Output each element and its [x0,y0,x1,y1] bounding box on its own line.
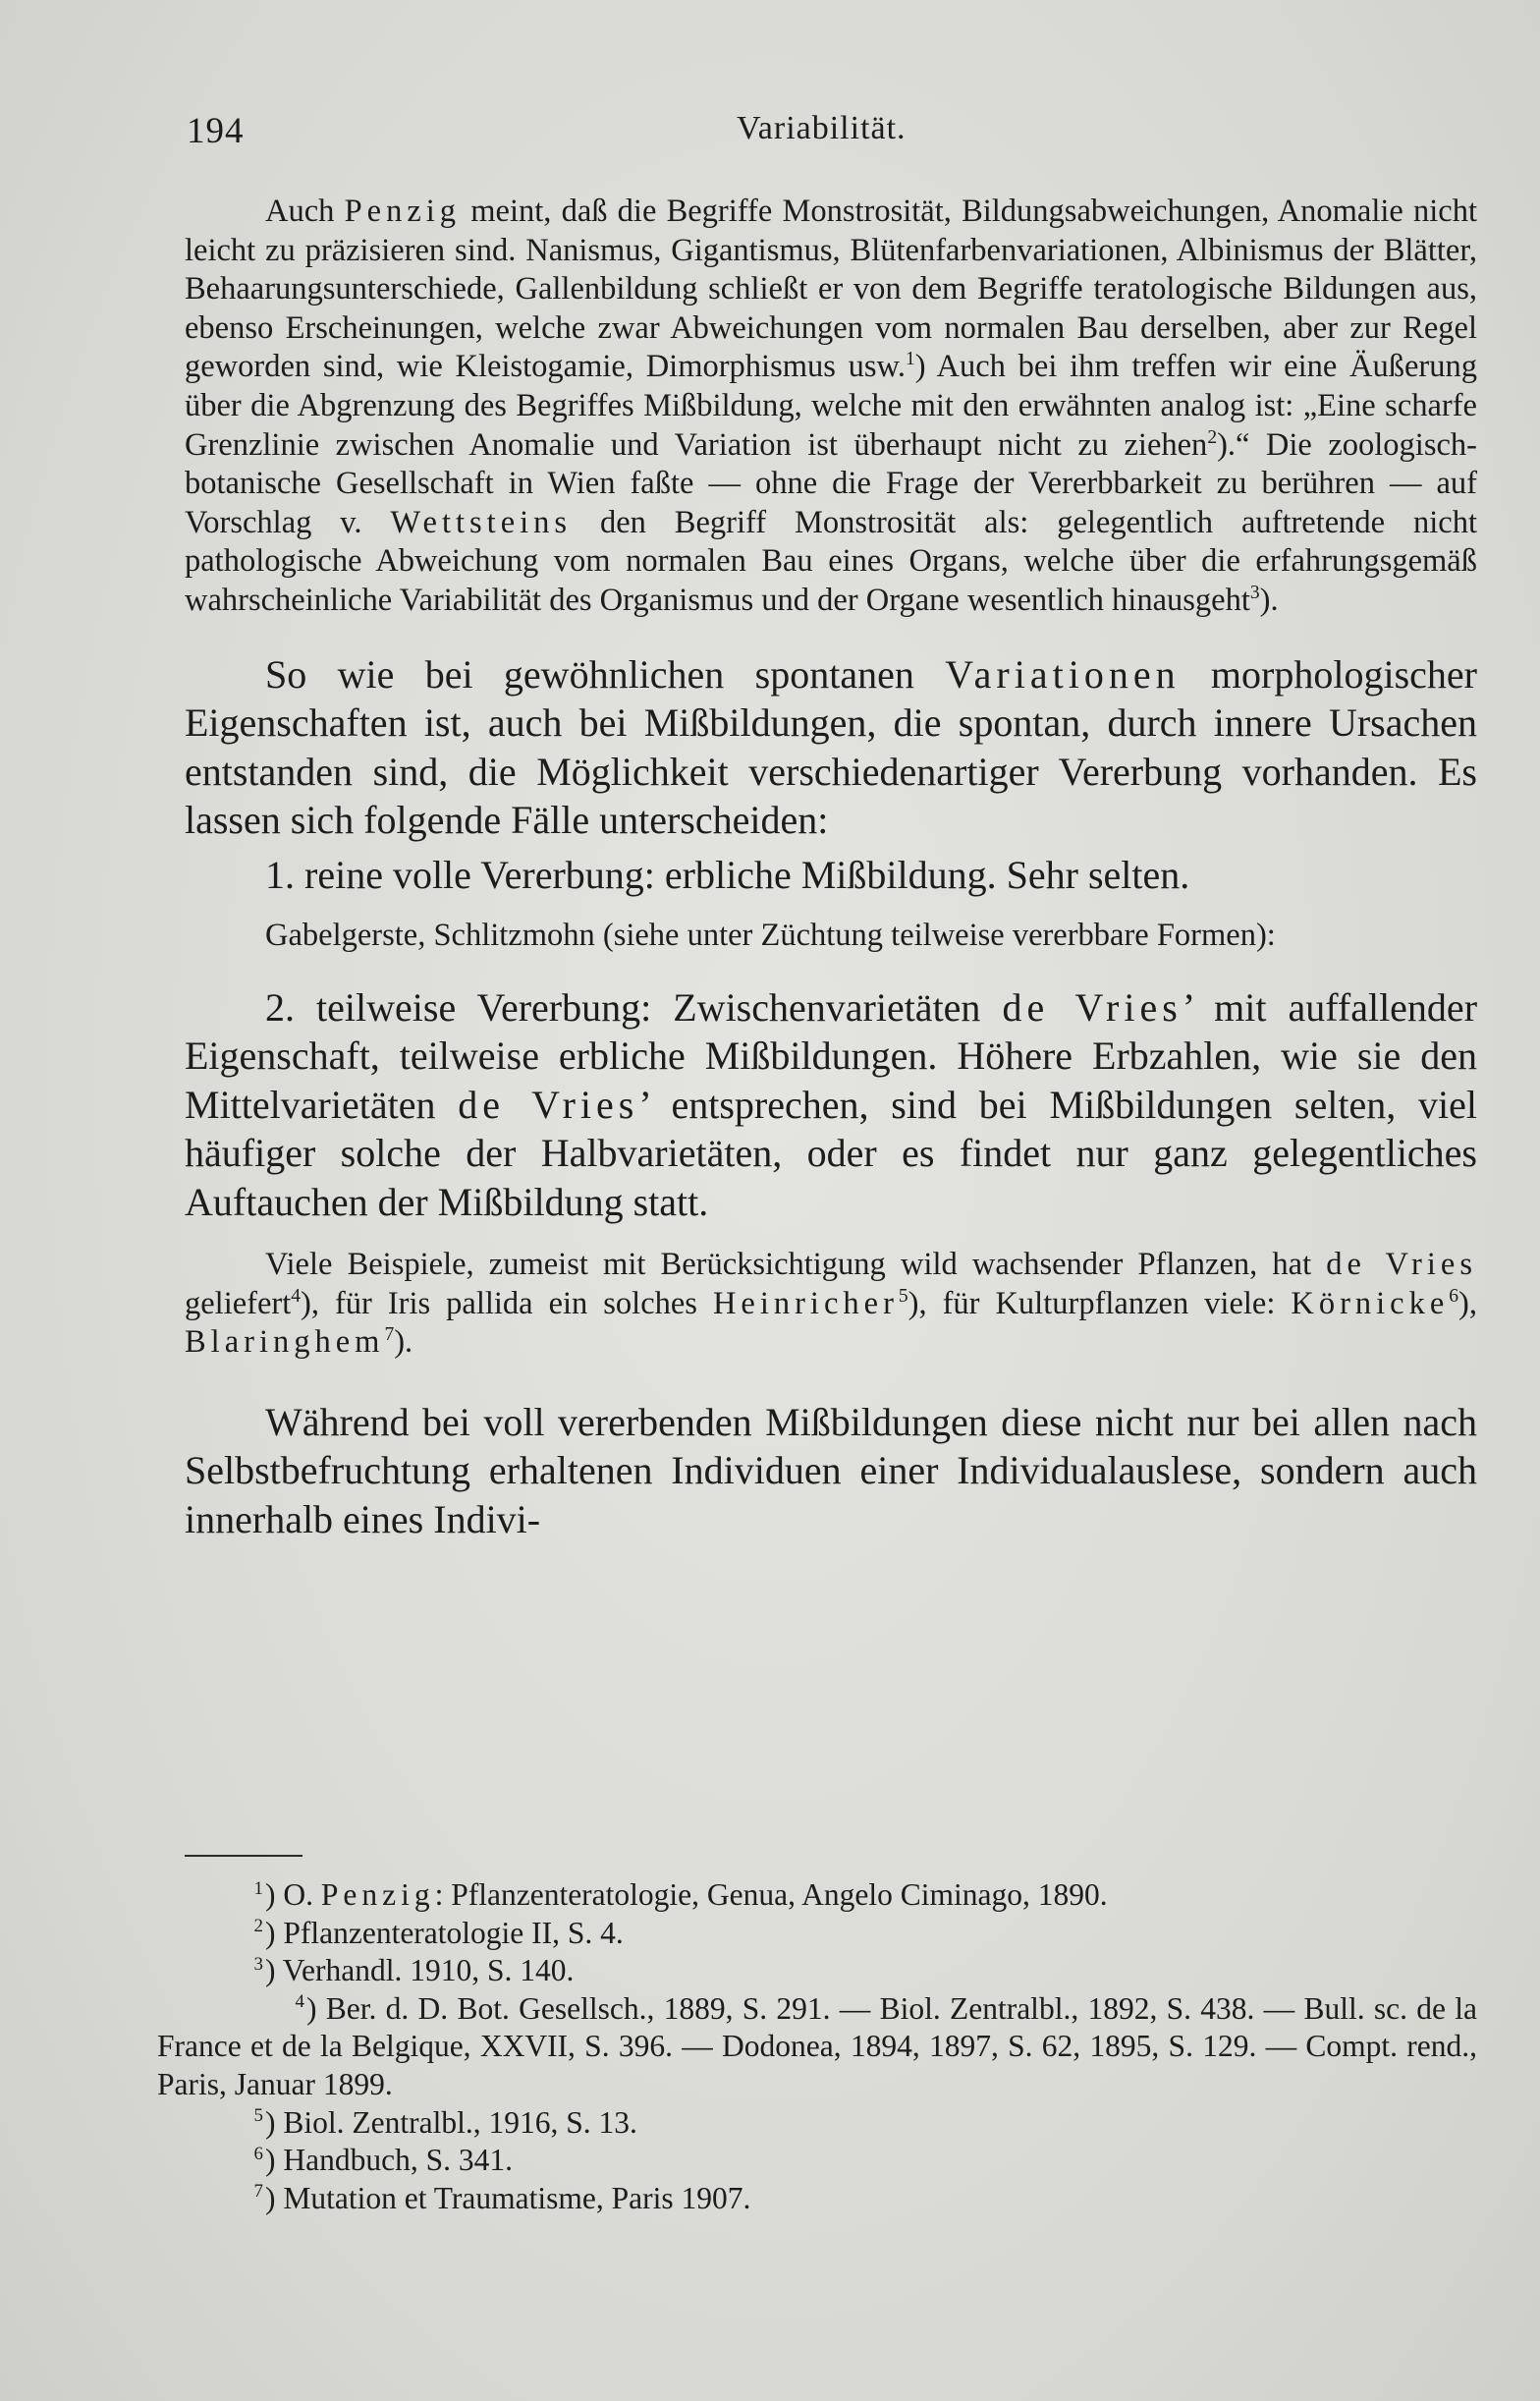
page-number: 194 [187,111,245,151]
author-name-de-vries: de Vries [1326,1247,1477,1283]
text-run: den Begriff Monstrosität als: gelegentlich auftretende nicht pathologische Abweichung vom normalen Bau eines Organs, welche über die erfahrungsgemäß wahrscheinliche Variabilität des Organismus und der Organe wesentlich hinausgeht [185,504,1477,618]
footnote-ref-5: 5 [898,1285,908,1307]
text-run: morphologischer Eigenschaften ist, auch bei Mißbildungen, die spontan, durch innere Ursachen entstanden sind, die Möglichkeit verschiedenartiger Vererbung vorhanden. Es lassen sich folgende Fälle unterscheiden: [185,651,1477,843]
paragraph-penzig-definition [185,193,1477,621]
footnote-ref-6: 6 [1449,1285,1459,1307]
page-header [187,110,1346,159]
text-run: Auch [265,194,345,229]
text-run: ), für Iris pallida ein solches [301,1285,713,1321]
footnote-ref-1: 1 [906,349,915,370]
author-name-blaringhem: Blaringhem [185,1324,385,1361]
footnote-1: $^1$) O. Penzig: Pflanzenteratologie, Genua, Angelo Ciminago, 1890. [253,1877,1108,1912]
footnote-text: ) O. [265,1877,321,1912]
text-run: ), [1458,1285,1477,1321]
footnote-ref-3: 3 [1249,583,1260,604]
author-name-de-vries: de Vries [458,1082,639,1127]
footnote-text: ) Ber. d. D. Bot. Gesellsch., 1889, S. 291. — Biol. Zentralbl., 1892, S. 438. — Bull. sc. de la France et de la Belgique, XXVII, S. 396. — Dodonea, 1894, 1897, S. 62, 1895, S. 129. — Compt. rend., Paris, Januar 1899. [157,1990,1477,2101]
text-run: ) Auch bei ihm treffen wir eine Äußerung über die Abgrenzung des Begriffes Mißbildung, welche mit den erwähnten analog ist: „Eine scharfe Grenzlinie zwischen Anomalie und Variation ist überhaupt nicht zu ziehen [185,349,1477,463]
paragraph-spontaneous-variation [185,650,1477,845]
text-run: ).“ Die zoologisch-botanische Gesellschaft in Wien faßte — ohne die Frage der Vererbbarkeit zu berühren — auf Vorschlag v. [185,426,1477,540]
paragraph-case-2 [185,983,1477,1227]
footnote-text: ) Handbuch, S. 341. [265,2143,513,2178]
running-title: Variabilität. [737,110,907,146]
footnote-text: ) Verhandl. 1910, S. 140. [265,1953,575,1988]
text-run: ). [1259,582,1279,618]
author-name-koernicke: Körnicke [1291,1285,1450,1321]
paragraph-examples [185,1246,1477,1363]
author-name-wettstein: Wettsteins [390,504,573,540]
text-run: ’ mit auffallender Eigenschaft, teilweise erbliche Mißbildungen. Höhere Erbzahlen, wie sie den Mittelvarietäten [185,984,1478,1127]
footnote-2: $^2$) Pflanzenteratologie II, S. 4. [253,1915,624,1950]
author-name-penzig: Penzig [320,1877,435,1912]
text-run: So wie bei gewöhnlichen spontanen [265,651,946,697]
footnote-text: ) Pflanzenteratologie II, S. 4. [265,1915,624,1950]
footnote-text: : Pflanzenteratologie, Genua, Angelo Ciminago, 1890. [434,1877,1108,1912]
paragraph-case-1: 1. reine volle Vererbung: erbliche Mißbildung. Sehr selten. [265,852,1190,897]
footnote-text: ) Mutation et Traumatisme, Paris 1907. [265,2180,751,2215]
footnote-4: $^4$) Ber. d. D. Bot. Gesellsch., 1889, S. 291. — Biol. Zentralbl., 1892, S. 438. — Bull. sc. de la France et de la Belgique, XXVII, S. 396. — Dodonea, 1894, 1897, S. 62, 1895, S. 129. — Compt. rend., Paris, Januar 1899. [157,1990,1477,2101]
main-text [185,193,1477,1543]
footnote-text: ) Biol. Zentralbl., 1916, S. 13. [265,2104,637,2140]
footnote-7: $^7$) Mutation et Traumatisme, Paris 1907. [253,2180,751,2215]
text-run: geliefert [185,1285,292,1321]
text-run: ), für Kulturpflanzen viele: [908,1285,1292,1321]
footnote-ref-7: 7 [384,1324,395,1346]
text-run: ’ entsprechen, sind bei Mißbildungen selten, viel häufiger solche der Halbvarietäten, oder es findet nur ganz gelegentliches Auftauchen der Mißbildung statt. [185,1082,1477,1224]
text-run: 2. teilweise Vererbung: Zwischenvarietäten [265,984,1003,1030]
author-name-de-vries: de Vries [1002,984,1182,1030]
paragraph-inheritance-continued: Während bei voll vererbenden Mißbildungen diese nicht nur bei allen nach Selbstbefruchtung erhaltenen Individuen einer Individualauslese, sondern auch innerhalb eines Indivi- [185,1399,1477,1541]
footnote-3: $^3$) Verhandl. 1910, S. 140. [253,1953,575,1988]
paragraph-case-1-examples: Gabelgerste, Schlitzmohn (siehe unter Züchtung teilweise vererbbare Formen): [265,918,1276,954]
footnote-separator [185,1855,302,1857]
text-run: Viele Beispiele, zumeist mit Berücksichtigung wild wachsender Pflanzen, hat [265,1247,1327,1283]
footnotes [157,1876,1477,2217]
author-name-penzig: Penzig [344,194,462,229]
author-name-heinricher: Heinricher [712,1285,899,1321]
emphasis-variationen: Variationen [945,651,1181,697]
text-run: ). [394,1324,413,1361]
footnote-5: $^5$) Biol. Zentralbl., 1916, S. 13. [253,2104,637,2140]
footnote-ref-4: 4 [291,1285,302,1307]
footnote-6: $^6$) Handbuch, S. 341. [253,2143,513,2178]
footnote-ref-2: 2 [1207,426,1218,448]
text-run: meint, daß die Begriffe Monstrosität, Bildungsabweichungen, Anomalie nicht leicht zu präzisieren sind. Nanismus, Gigantismus, Blütenfarbenvariationen, Albinismus der Blätter, Behaarungsunterschiede, Gallenbildung schließt er von dem Begriffe teratologische Bildungen aus, ebenso Erscheinungen, welche zwar Abweichungen vom normalen Bau derselben, aber zur Regel geworden sind, wie Kleistogamie, Dimorphismus usw. [185,194,1477,385]
